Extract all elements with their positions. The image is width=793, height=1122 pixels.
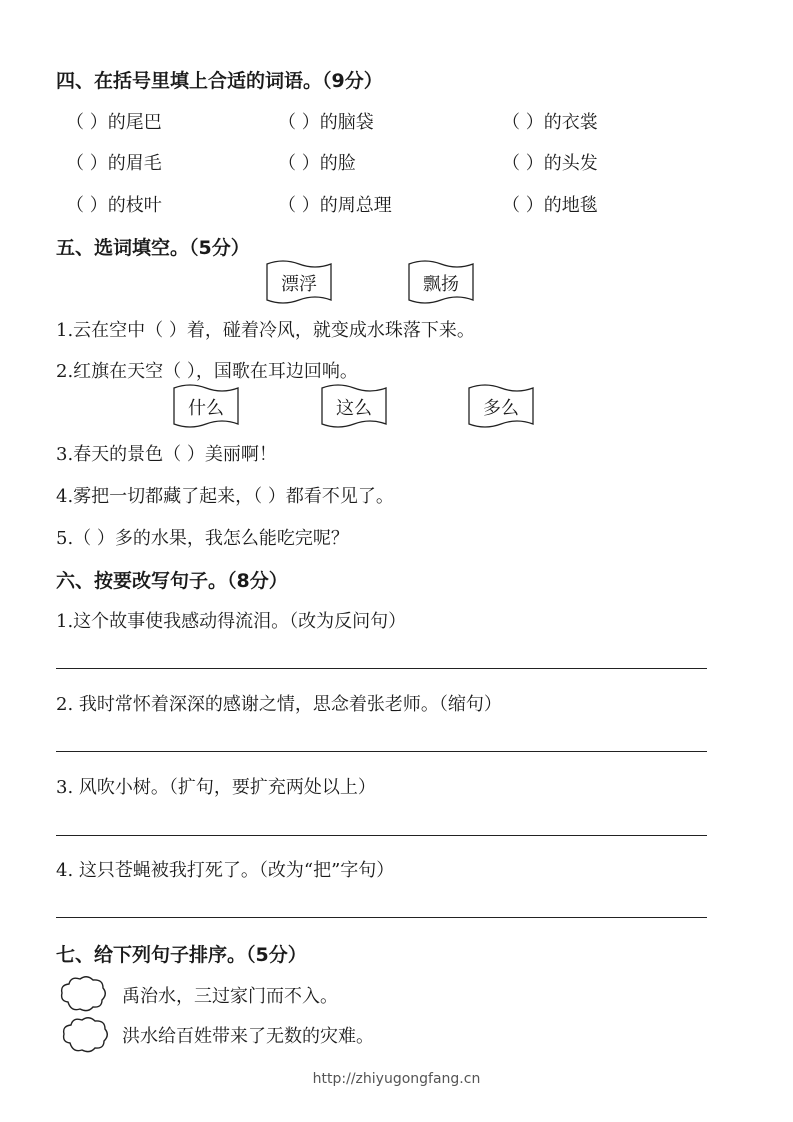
sentence[interactable]: 3.春天的景色（ ）美丽啊！ <box>56 444 277 465</box>
cloud-icon <box>58 972 108 1014</box>
rewrite-prompt: 2. 我时常怀着深深的感谢之情，思念着张老师。（缩句） <box>56 694 502 715</box>
fill-blank-item[interactable]: （ ）的周总理 <box>278 195 392 216</box>
word-option: 多么 <box>483 398 519 419</box>
word-option: 漂浮 <box>281 274 317 295</box>
fill-blank-item[interactable]: （ ）的枝叶 <box>66 195 162 216</box>
sentence-to-order: 禹治水，三过家门而不入。 <box>122 986 338 1007</box>
fill-blank-item[interactable]: （ ）的尾巴 <box>66 112 162 133</box>
word-option: 飘扬 <box>423 274 459 295</box>
cloud-answer-box[interactable] <box>60 1013 110 1055</box>
word-flag <box>173 384 239 432</box>
section6-title: 六、按要改写句子。（8分） <box>56 570 288 592</box>
rewrite-prompt: 1.这个故事使我感动得流泪。（改为反问句） <box>56 611 407 632</box>
word-flag <box>408 260 474 308</box>
section5-title: 五、选词填空。（5分） <box>56 237 250 259</box>
word-option: 这么 <box>336 398 372 419</box>
sentence[interactable]: 5.（ ）多的水果，我怎么能吃完呢？ <box>56 528 349 549</box>
sentence[interactable]: 2.红旗在天空（ ），国歌在耳边回响。 <box>56 361 358 382</box>
answer-line[interactable] <box>56 668 707 669</box>
answer-line[interactable] <box>56 835 707 836</box>
fill-blank-item[interactable]: （ ）的脸 <box>278 153 356 174</box>
answer-line[interactable] <box>56 751 707 752</box>
section7-title: 七、给下列句子排序。（5分） <box>56 944 307 966</box>
word-flag <box>266 260 332 308</box>
word-flag <box>468 384 534 432</box>
footer-url[interactable]: http://zhiyugongfang.cn <box>312 1071 481 1087</box>
fill-blank-item[interactable]: （ ）的地毯 <box>502 195 598 216</box>
cloud-answer-box[interactable] <box>58 972 108 1014</box>
fill-blank-item[interactable]: （ ）的脑袋 <box>278 112 374 133</box>
answer-line[interactable] <box>56 917 707 918</box>
section4-title: 四、在括号里填上合适的词语。（9分） <box>56 70 383 92</box>
rewrite-prompt: 4. 这只苍蝇被我打死了。（改为“把”字句） <box>56 860 395 881</box>
fill-blank-item[interactable]: （ ）的眉毛 <box>66 153 162 174</box>
word-option: 什么 <box>188 398 224 419</box>
fill-blank-item[interactable]: （ ）的头发 <box>502 153 598 174</box>
sentence[interactable]: 4.雾把一切都藏了起来，（ ）都看不见了。 <box>56 486 394 507</box>
sentence-to-order: 洪水给百姓带来了无数的灾难。 <box>122 1026 374 1047</box>
fill-blank-item[interactable]: （ ）的衣裳 <box>502 112 598 133</box>
rewrite-prompt: 3. 风吹小树。（扩句，要扩充两处以上） <box>56 777 376 798</box>
cloud-icon <box>60 1013 110 1055</box>
sentence[interactable]: 1.云在空中（ ）着，碰着冷风，就变成水珠落下来。 <box>56 320 475 341</box>
word-flag <box>321 384 387 432</box>
